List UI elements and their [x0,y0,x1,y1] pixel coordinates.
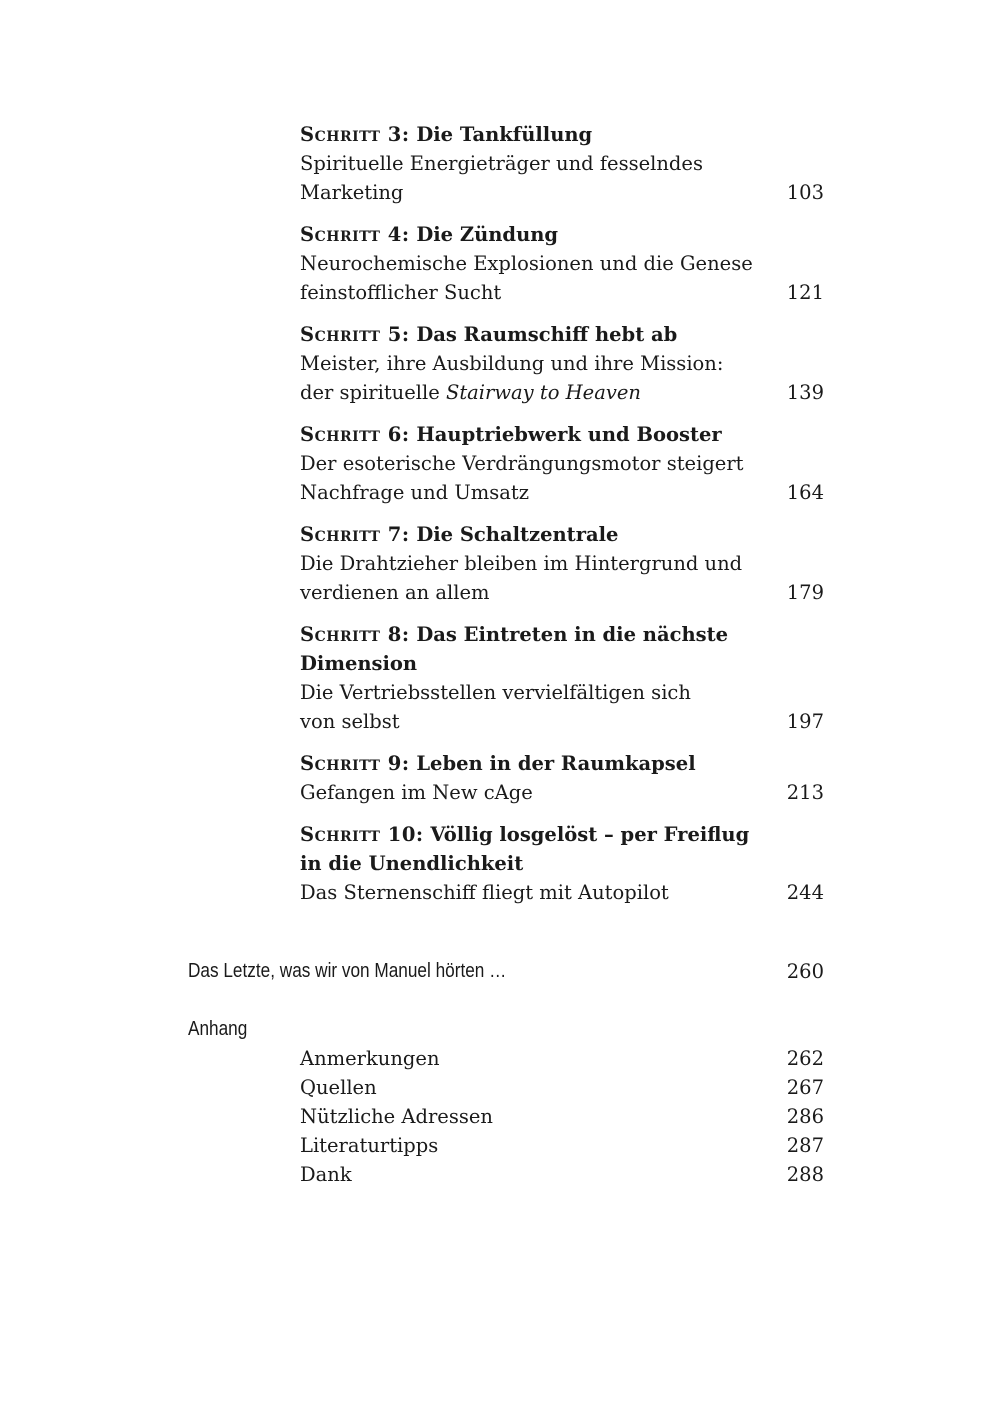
entry-title-text: Das Raumschiff hebt ab [416,323,678,346]
entry-subtitle-text: feinstofflicher Sucht [300,281,502,304]
entry-prefix: Schritt 4: [300,223,410,246]
appendix-item[interactable] [300,1073,824,1102]
page-number: 286 [786,1105,824,1128]
page-number: 164 [786,481,824,504]
page-number: 262 [786,1047,824,1070]
entry-title-text: Das Eintreten in die nächste [416,623,729,646]
entry-prefix: Schritt 10: [300,823,424,846]
appendix-item[interactable] [300,1044,824,1073]
toc-entry[interactable] [300,520,824,607]
entry-subtitle-italic: Stairway to Heaven [445,381,641,404]
toc-section-last[interactable] [188,957,824,986]
appendix-item-label: Dank [300,1163,352,1186]
entry-title [300,220,824,249]
entry-title [300,420,824,449]
entry-subtitle-text: Marketing [300,181,404,204]
page-number: 213 [786,781,824,804]
entry-subtitle: Neurochemische Explosionen und die Genese [300,252,753,275]
toc-entry[interactable] [300,620,824,736]
toc-entry[interactable] [300,120,824,207]
entry-subtitle-last [300,478,824,507]
entry-title-text: Hauptriebwerk und Booster [416,423,722,446]
entry-prefix: Schritt 3: [300,123,410,146]
entry-title [300,820,824,849]
page-number: 179 [786,581,824,604]
page-number: 139 [786,381,824,404]
toc-entry[interactable] [300,220,824,307]
appendix-item-label: Quellen [300,1076,377,1099]
toc-entry[interactable] [300,320,824,407]
entry-prefix: Schritt 6: [300,423,410,446]
entry-subtitle: Der esoterische Verdrängungsmotor steigert [300,452,744,475]
entry-title-text: Die Zündung [416,223,559,246]
page-number: 103 [786,181,824,204]
entry-title [300,120,824,149]
appendix-item-label: Nützliche Adressen [300,1105,493,1128]
entry-subtitle-last [300,578,824,607]
entry-subtitle-last [300,278,824,307]
entry-subtitle-last [300,178,824,207]
page-number: 197 [786,710,824,733]
entry-subtitle: Spirituelle Energieträger und fesselndes [300,152,703,175]
entry-title-text: Die Schaltzentrale [416,523,619,546]
entry-subtitle-last [300,378,824,407]
entry-prefix: Schritt 8: [300,623,410,646]
appendix-item[interactable] [300,1160,824,1189]
entry-title-continued: in die Unendlichkeit [300,852,524,875]
page-number: 287 [786,1134,824,1157]
entry-title-text: Völlig losgelöst – per Freiflug [430,823,750,846]
entry-subtitle-text: von selbst [300,710,400,733]
entry-subtitle-text: der spirituelle [300,381,446,404]
section-title: Das Letzte, was wir von Manuel hörten … [188,960,507,982]
entry-title-continued: Dimension [300,652,418,675]
section-row [188,957,824,986]
toc-steps-list [300,120,824,920]
entry-title [300,320,824,349]
section-title: Anhang [188,1018,248,1040]
entry-subtitle-last [300,707,824,736]
entry-subtitle-text: Gefangen im New cAge [300,781,533,804]
page-number: 288 [786,1163,824,1186]
entry-subtitle-text: Nachfrage und Umsatz [300,481,530,504]
page-number: 121 [786,281,824,304]
toc-section-appendix [188,1015,824,1044]
toc-entry[interactable] [300,749,824,807]
appendix-item-label: Anmerkungen [300,1047,440,1070]
entry-subtitle-last [300,778,824,807]
entry-subtitle-last [300,878,824,907]
appendix-item[interactable] [300,1131,824,1160]
entry-title [300,749,824,778]
page-number: 267 [786,1076,824,1099]
appendix-list [300,1044,824,1189]
entry-subtitle: Die Vertriebsstellen vervielfältigen sich [300,681,691,704]
toc-entry[interactable] [300,820,824,907]
page-number: 260 [786,960,824,983]
appendix-item[interactable] [300,1102,824,1131]
entry-title [300,520,824,549]
toc-entry[interactable] [300,420,824,507]
page-number: 244 [786,881,824,904]
entry-subtitle-text: Das Sternenschiff fliegt mit Autopilot [300,881,669,904]
entry-subtitle-text: verdienen an allem [300,581,490,604]
entry-prefix: Schritt 7: [300,523,410,546]
entry-title-text: Leben in der Raumkapsel [416,752,696,775]
entry-title [300,620,824,649]
entry-title-text: Die Tankfüllung [416,123,593,146]
entry-prefix: Schritt 5: [300,323,410,346]
entry-subtitle: Meister, ihre Ausbildung und ihre Mission: [300,352,724,375]
entry-subtitle: Die Drahtzieher bleiben im Hintergrund und [300,552,743,575]
appendix-item-label: Literaturtipps [300,1134,439,1157]
entry-prefix: Schritt 9: [300,752,410,775]
